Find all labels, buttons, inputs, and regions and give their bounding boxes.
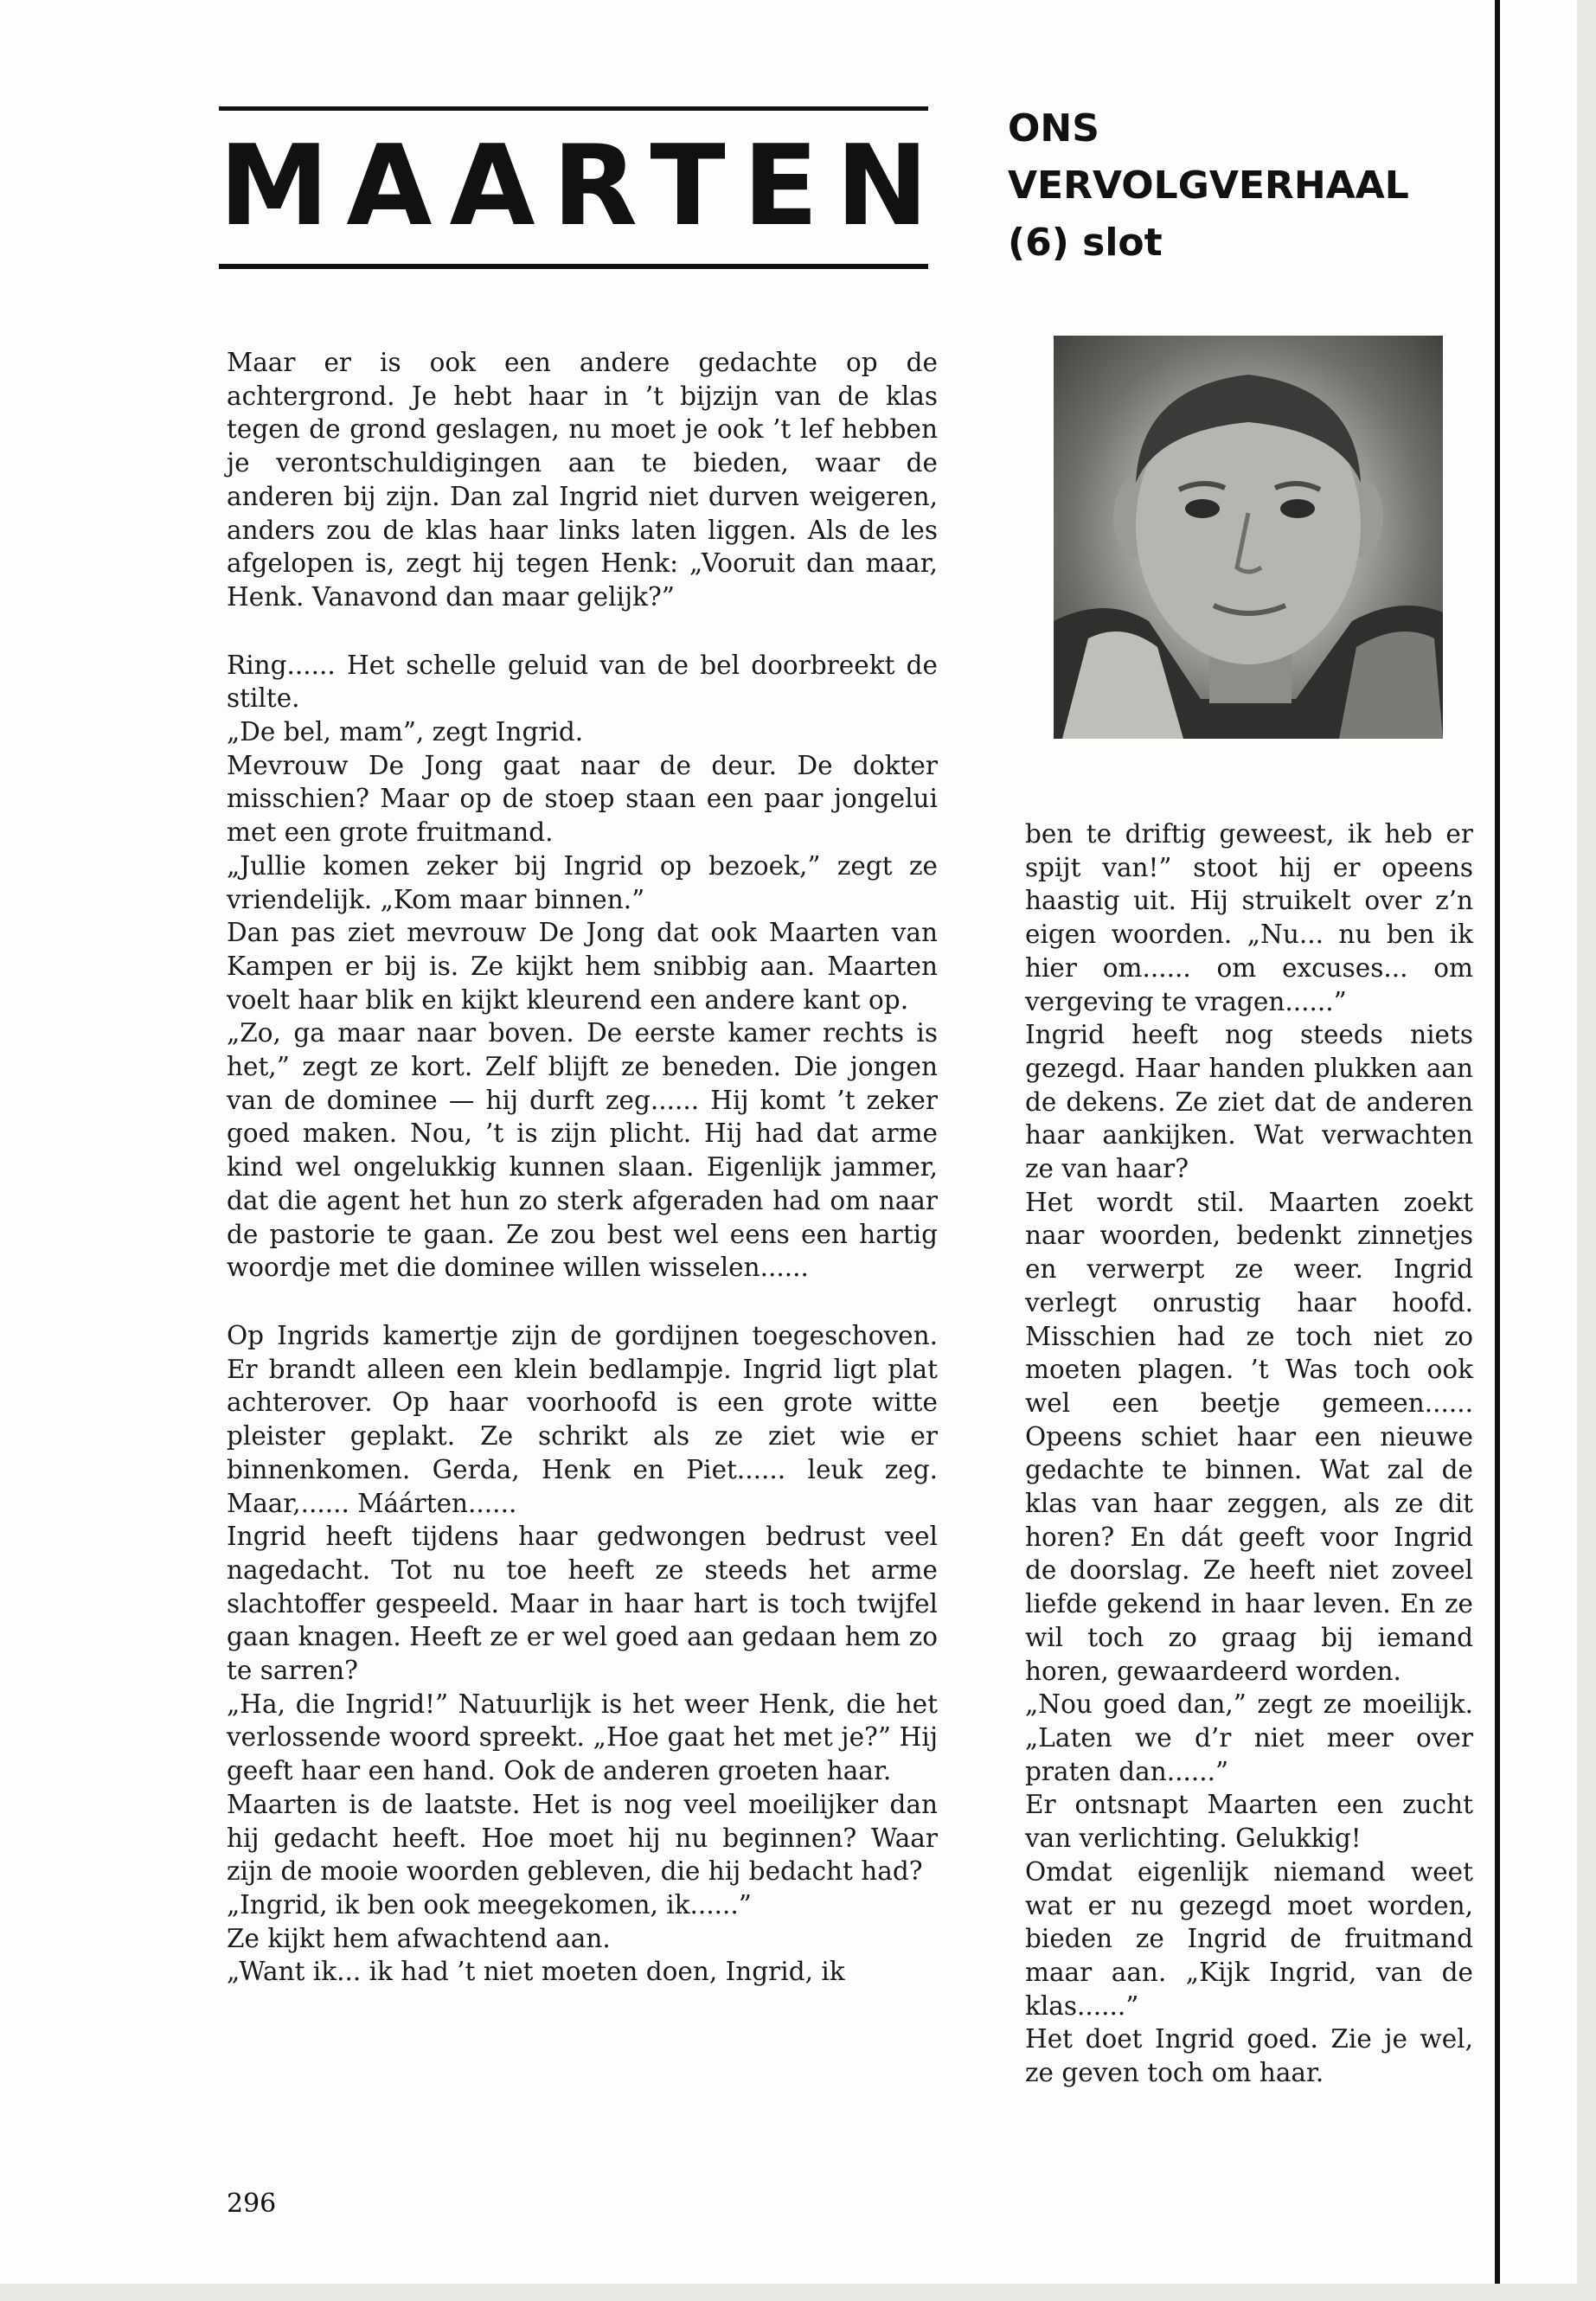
paragraph: „Want ik... ik had ’t niet moeten doen, Ingrid, ik: [227, 1957, 845, 1987]
paragraph: Ingrid heeft nog steeds niets gezegd. Haar handen plukken aan de dekens. Ze ziet dat de anderen haar aankijken. Wat verwachten ze van haar?: [1025, 1020, 1473, 1184]
paragraph: „Ha, die Ingrid!” Natuurlijk is het weer Henk, die het verlossende woord spreekt. „Hoe gaat het met je?” Hij geeft haar een hand. Ook de anderen groeten haar.: [227, 1689, 938, 1786]
paragraph: ben te driftig geweest, ik heb er spijt van!” stoot hij er opeens haastig uit. Hij struikelt over z’n eigen woorden. „Nu... nu ben ik hier om...... om excuses... om vergeving te vragen......”: [1025, 819, 1473, 1016]
series-kicker: [1008, 100, 1492, 272]
paragraph: „Jullie komen zeker bij Ingrid op bezoek,” zegt ze vriendelijk. „Kom maar binnen.”: [227, 850, 938, 914]
paragraph: „Ingrid, ik ben ook meegekomen, ik......”: [227, 1889, 752, 1920]
page-number: 296: [227, 2189, 277, 2219]
paragraph: Maar er is ook een andere gedachte op de achtergrond. Je hebt haar in ’t bijzijn van de klas tegen de grond geslagen, nu moet je ook ’t lef hebben je verontschuldigingen aan te bieden, waar de anderen bij zijn. Dan zal Ingrid niet durven weigeren, anders zou de klas haar links laten liggen. Als de les afgelopen is, zegt hij tegen Henk: „Vooruit dan maar, Henk. Vanavond dan maar gelijk?”: [227, 348, 938, 612]
paragraph: Ring...... Het schelle geluid van de bel doorbreekt de stilte.: [227, 650, 938, 714]
right-text-column: [1025, 817, 1473, 2090]
paragraph: Het wordt stil. Maarten zoekt naar woorden, bedenkt zinnetjes en verwerpt ze weer. Ingrid verlegt onrustig haar hoofd. Misschien had ze toch niet zo moeten plagen. ’t Was toch ook wel een beetje gemeen...... Opeens schiet haar een nieuwe gedachte te binnen. Wat zal de klas van haar zeggen, als ze dit horen? En dát geeft voor Ingrid de doorslag. Ze heeft niet zoveel liefde gekend in haar leven. En ze wil toch zo graag bij iemand horen, gewaardeerd worden.: [1025, 1187, 1473, 1686]
page-edge: [1577, 0, 1596, 2301]
story-title: MAARTEN: [219, 122, 946, 251]
paragraph: Ze kijkt hem afwachtend aan.: [227, 1923, 611, 1953]
paragraph: Op Ingrids kamertje zijn de gordijnen toegeschoven. Er brandt alleen een klein bedlampje. Ingrid ligt plat achterover. Op haar voorhoofd is een grote witte pleister geplakt. Ze schrikt als ze ziet wie er binnenkomen. Gerda, Henk en Piet...... leuk zeg. Maar,...... Máárten......: [227, 1320, 938, 1518]
paragraph-gap: [227, 1285, 938, 1319]
paragraph: Maarten is de laatste. Het is nog veel moeilijker dan hij gedacht heeft. Hoe moet hij nu beginnen? Waar zijn de mooie woorden gebleven, die hij bedacht had?: [227, 1789, 938, 1887]
paragraph: Mevrouw De Jong gaat naar de deur. De dokter misschien? Maar op de stoep staan een paar jongelui met een grote fruitmand.: [227, 750, 938, 848]
paragraph: Het doet Ingrid goed. Zie je wel, ze geven toch om haar.: [1025, 2024, 1473, 2088]
paragraph: Omdat eigenlijk niemand weet wat er nu gezegd moet worden, bieden ze Ingrid de fruitmand maar aan. „Kijk Ingrid, van de klas......”: [1025, 1856, 1473, 2021]
kicker-line: ONS: [1008, 106, 1099, 151]
paragraph: Ingrid heeft tijdens haar gedwongen bedrust veel nagedacht. Tot nu toe heeft ze steeds het arme slachtoffer gespeeld. Maar in haar hart is toch twijfel gaan knagen. Heeft ze er wel goed aan gedaan hem zo te sarren?: [227, 1522, 938, 1686]
kicker-line: (6) slot: [1008, 221, 1163, 265]
left-text-column: [227, 346, 938, 1989]
page-edge-bottom: [0, 2284, 1596, 2301]
boy-portrait-photo: [1054, 336, 1443, 739]
paragraph: „Zo, ga maar naar boven. De eerste kamer rechts is het,” zegt ze kort. Zelf blijft ze beneden. Die jongen van de dominee — hij durft zeg...... Hij komt ’t zeker goed maken. Nou, ’t is zijn plicht. Hij had dat arme kind wel ongelukkig kunnen slaan. Eigenlijk jammer, dat die agent het hun zo sterk afgeraden had om naar de pastorie te gaan. Ze zou best wel eens een hartig woordje met die dominee willen wisselen......: [227, 1018, 938, 1283]
paragraph: Er ontsnapt Maarten een zucht van verlichting. Gelukkig!: [1025, 1790, 1473, 1854]
kicker-line: VERVOLGVERHAAL: [1008, 163, 1409, 208]
paragraph: „De bel, mam”, zegt Ingrid.: [227, 717, 584, 747]
title-rule-bottom: [219, 264, 928, 269]
title-rule-top: [219, 106, 928, 111]
paragraph: „Nou goed dan,” zegt ze moeilijk. „Laten we d’r niet meer over praten dan......”: [1025, 1689, 1473, 1786]
boy-portrait-icon: [1054, 336, 1443, 739]
paragraph-gap: [227, 614, 938, 649]
page-edge-shadow: [1495, 0, 1500, 2301]
paragraph: Dan pas ziet mevrouw De Jong dat ook Maarten van Kampen er bij is. Ze kijkt hem snibbig aan. Maarten voelt haar blik en kijkt kleurend een andere kant op.: [227, 918, 938, 1015]
